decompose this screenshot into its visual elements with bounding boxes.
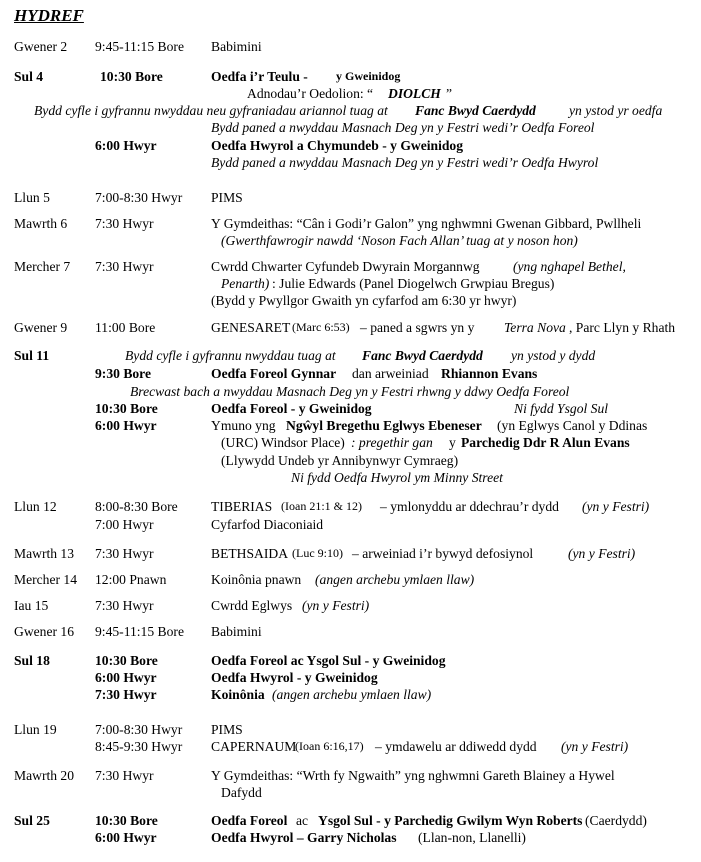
schedule-text: 7:30 Hwyr bbox=[95, 598, 154, 613]
schedule-text: Koinônia bbox=[211, 687, 265, 702]
schedule-text: Y Gymdeithas: “Cân i Godi’r Galon” yng nghwmni Gwenan Gibbard, Pwllheli bbox=[211, 216, 642, 231]
schedule-text: 10:30 Bore bbox=[100, 69, 163, 84]
schedule-text: (URC) Windsor Place) bbox=[221, 435, 345, 450]
schedule-text: Rhiannon Evans bbox=[441, 366, 538, 381]
schedule-text: Llun 12 bbox=[14, 499, 57, 514]
schedule-text: 9:45-11:15 Bore bbox=[95, 39, 184, 54]
schedule-text: – paned a sgwrs yn y bbox=[360, 320, 475, 335]
schedule-text: 9:45-11:15 Bore bbox=[95, 624, 184, 639]
schedule-text: Gwener 9 bbox=[14, 320, 68, 335]
schedule-text: 9:30 Bore bbox=[95, 366, 152, 381]
schedule-text: 7:00-8:30 Hwyr bbox=[95, 722, 183, 737]
schedule-text: Fanc Bwyd Caerdydd bbox=[362, 348, 483, 363]
schedule-text: Oedfa Hwyrol - y Gweinidog bbox=[211, 670, 378, 685]
schedule-text: Oedfa Foreol bbox=[211, 813, 288, 828]
schedule-text: dan arweiniad bbox=[352, 366, 429, 381]
schedule-text: (yn y Festri) bbox=[302, 598, 370, 613]
schedule-text: (Ioan 21:1 & 12) bbox=[281, 499, 362, 513]
schedule-text: DIOLCH bbox=[388, 86, 441, 101]
schedule-text: Oedfa i’r Teulu - bbox=[211, 69, 308, 84]
schedule-text: 7:30 Hwyr bbox=[95, 687, 157, 702]
schedule-text: Ngŵyl Bregethu Eglwys Ebeneser bbox=[286, 418, 482, 433]
schedule-text: (Luc 9:10) bbox=[292, 546, 343, 560]
schedule-text: Bydd paned a nwyddau Masnach Deg yn y Festri wedi’r Oedfa Foreol bbox=[211, 120, 595, 135]
schedule-text: Sul 25 bbox=[14, 813, 50, 828]
schedule-text: 6:00 Hwyr bbox=[95, 138, 157, 153]
schedule-text: Gwener 2 bbox=[14, 39, 68, 54]
schedule-text: Mercher 14 bbox=[14, 572, 78, 587]
schedule-text: 8:00-8:30 Bore bbox=[95, 499, 178, 514]
schedule-text: (yn y Festri) bbox=[561, 739, 629, 754]
schedule-text: Sul 18 bbox=[14, 653, 50, 668]
schedule-text: Oedfa Foreol - y Gweinidog bbox=[211, 401, 372, 416]
schedule-text: y bbox=[449, 435, 456, 450]
schedule-text: Fanc Bwyd Caerdydd bbox=[415, 103, 536, 118]
schedule-text: Parchedig Ddr R Alun Evans bbox=[461, 435, 630, 450]
schedule-text: 10:30 Bore bbox=[95, 653, 158, 668]
schedule-text: 10:30 Bore bbox=[95, 401, 158, 416]
schedule-text: 7:30 Hwyr bbox=[95, 768, 154, 783]
schedule-text: Dafydd bbox=[221, 785, 262, 800]
schedule-text: Cyfarfod Diaconiaid bbox=[211, 517, 324, 532]
schedule-text: Brecwast bach a nwyddau Masnach Deg yn y Festri rhwng y ddwy Oedfa Foreol bbox=[130, 384, 570, 399]
schedule-text: TIBERIAS bbox=[211, 499, 273, 514]
schedule-text: y Gweinidog bbox=[336, 69, 401, 83]
schedule-text: – ymlonyddu ar ddechrau’r dydd bbox=[380, 499, 559, 514]
page-title: HYDREF bbox=[14, 6, 84, 25]
schedule-text: 6:00 Hwyr bbox=[95, 670, 157, 685]
schedule-text: , Parc Llyn y Rhath bbox=[569, 320, 676, 335]
schedule-text: Iau 15 bbox=[14, 598, 49, 613]
schedule-text: BETHSAIDA bbox=[211, 546, 289, 561]
schedule-text: (yn y Festri) bbox=[582, 499, 650, 514]
schedule-text: Terra Nova bbox=[504, 320, 566, 335]
schedule-text: Mawrth 13 bbox=[14, 546, 75, 561]
schedule-text: – ymdawelu ar ddiwedd dydd bbox=[375, 739, 537, 754]
schedule-text: (Ioan 6:16,17) bbox=[295, 739, 364, 753]
schedule-text: 7:30 Hwyr bbox=[95, 546, 154, 561]
schedule-text: Oedfa Hwyrol – Garry Nicholas bbox=[211, 830, 397, 845]
schedule-text: (Llywydd Undeb yr Annibynwyr Cymraeg) bbox=[221, 453, 459, 468]
schedule-text: Cwrdd Eglwys bbox=[211, 598, 293, 613]
schedule-text: Ni fydd Ysgol Sul bbox=[514, 401, 609, 416]
schedule-text: Oedfa Hwyrol a Chymundeb - y Gweinidog bbox=[211, 138, 464, 153]
schedule-text: Bydd cyfle i gyfrannu nwyddau tuag at bbox=[125, 348, 336, 363]
schedule-text: : pregethir gan bbox=[351, 435, 433, 450]
schedule-text: PIMS bbox=[211, 722, 243, 737]
schedule-text: – arweiniad i’r bywyd defosiynol bbox=[352, 546, 534, 561]
schedule-text: (angen archebu ymlaen llaw) bbox=[272, 687, 432, 702]
schedule-text: Cwrdd Chwarter Cyfundeb Dwyrain Morgannwg bbox=[211, 259, 480, 274]
schedule-text: Oedfa Foreol Gynnar bbox=[211, 366, 337, 381]
schedule-text: Ysgol Sul - y Parchedig Gwilym Wyn Roberts bbox=[318, 813, 583, 828]
schedule-text: Adnodau’r Oedolion: “ bbox=[247, 86, 374, 101]
schedule-text: Koinônia pnawn bbox=[211, 572, 302, 587]
schedule-text: 12:00 Pnawn bbox=[95, 572, 167, 587]
schedule-text: (yn y Festri) bbox=[568, 546, 636, 561]
schedule-text: (Gwerthfawrogir nawdd ‘Noson Fach Allan’ tuag at y noson hon) bbox=[221, 233, 578, 248]
schedule-text: Mawrth 6 bbox=[14, 216, 68, 231]
schedule-text: Gwener 16 bbox=[14, 624, 75, 639]
schedule-text: Ymuno yng bbox=[211, 418, 276, 433]
schedule-text: yn ystod yr oedfa bbox=[569, 103, 663, 118]
schedule-text: (Llan-non, Llanelli) bbox=[418, 830, 526, 845]
schedule-text: (angen archebu ymlaen llaw) bbox=[315, 572, 475, 587]
schedule-text: Mercher 7 bbox=[14, 259, 71, 274]
schedule-text: (Bydd y Pwyllgor Gwaith yn cyfarfod am 6:30 yr hwyr) bbox=[211, 293, 517, 308]
schedule-text: 11:00 Bore bbox=[95, 320, 156, 335]
schedule-text: 7:00 Hwyr bbox=[95, 517, 154, 532]
schedule-text: 7:30 Hwyr bbox=[95, 216, 154, 231]
schedule-text: (Marc 6:53) bbox=[292, 320, 350, 334]
schedule-text: : Julie Edwards (Panel Diogelwch Grwpiau Bregus) bbox=[272, 276, 555, 291]
schedule-text: (yng nghapel Bethel, bbox=[513, 259, 626, 274]
schedule-text: 10:30 Bore bbox=[95, 813, 158, 828]
schedule-text: CAPERNAUM bbox=[211, 739, 297, 754]
schedule-text: Ni fydd Oedfa Hwyrol ym Minny Street bbox=[291, 470, 503, 485]
schedule-text: Sul 11 bbox=[14, 348, 50, 363]
schedule-text: Sul 4 bbox=[14, 69, 44, 84]
schedule-text: Oedfa Foreol ac Ysgol Sul - y Gweinidog bbox=[211, 653, 446, 668]
schedule-text: Mawrth 20 bbox=[14, 768, 75, 783]
schedule-text: 8:45-9:30 Hwyr bbox=[95, 739, 183, 754]
schedule-text: Babimini bbox=[211, 624, 262, 639]
schedule-text: Babimini bbox=[211, 39, 262, 54]
schedule-text: Bydd paned a nwyddau Masnach Deg yn y Festri wedi’r Oedfa Hwyrol bbox=[211, 155, 599, 170]
schedule-text: 6:00 Hwyr bbox=[95, 418, 157, 433]
schedule-text: (yn Eglwys Canol y Ddinas bbox=[497, 418, 648, 433]
schedule-text: Bydd cyfle i gyfrannu nwyddau neu gyfraniadau ariannol tuag at bbox=[34, 103, 388, 118]
schedule-text: 7:30 Hwyr bbox=[95, 259, 154, 274]
schedule-text: Llun 5 bbox=[14, 190, 50, 205]
schedule-text: ” bbox=[446, 86, 453, 101]
schedule-text: ac bbox=[296, 813, 309, 828]
schedule-text: 7:00-8:30 Hwyr bbox=[95, 190, 183, 205]
schedule-text: GENESARET bbox=[211, 320, 291, 335]
schedule-text: yn ystod y dydd bbox=[511, 348, 596, 363]
schedule-text: Penarth) bbox=[221, 276, 270, 291]
schedule-text: Y Gymdeithas: “Wrth fy Ngwaith” yng nghwmni Gareth Blainey a Hywel bbox=[211, 768, 615, 783]
schedule-text: (Caerdydd) bbox=[585, 813, 647, 828]
schedule-text: Llun 19 bbox=[14, 722, 57, 737]
schedule-text: 6:00 Hwyr bbox=[95, 830, 157, 845]
schedule-text: PIMS bbox=[211, 190, 243, 205]
